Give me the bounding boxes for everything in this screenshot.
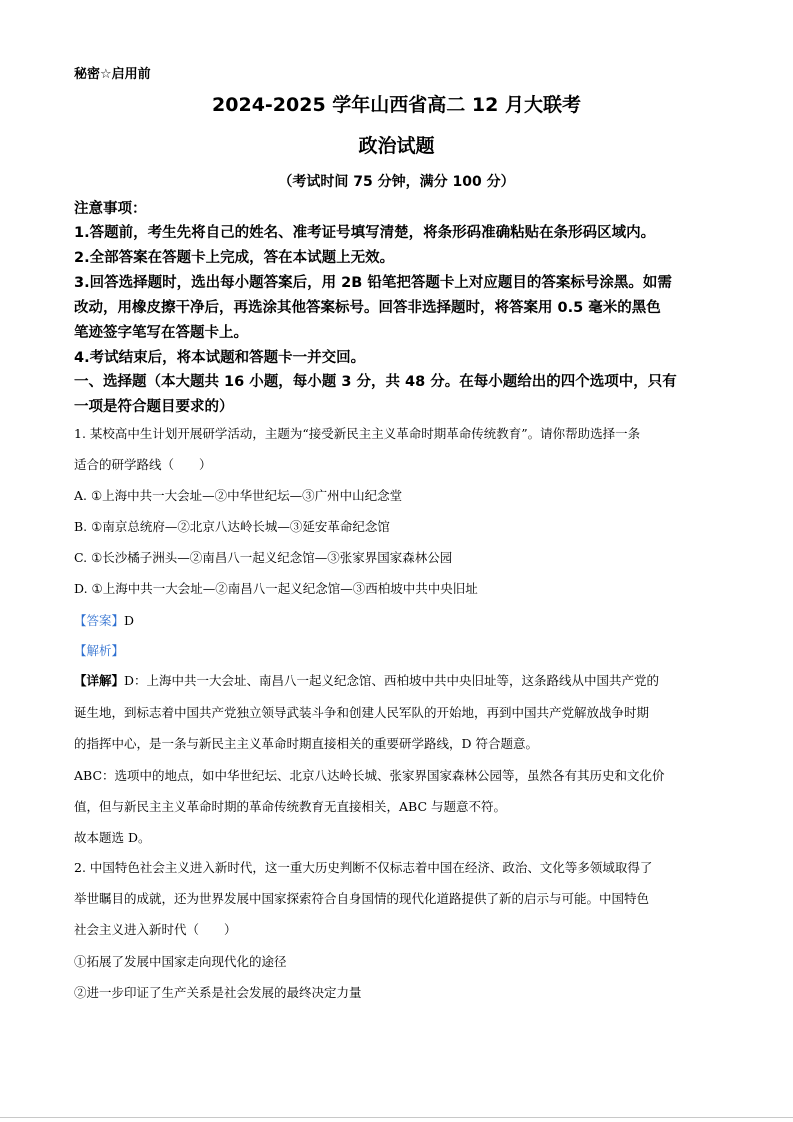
question-1-option-a: A. ①上海中共一大会址—②中华世纪坛—③广州中山纪念堂 (74, 488, 403, 503)
answer-tag: 【答案】 (74, 613, 125, 628)
question-1-option-d: D. ①上海中共一大会址—②南昌八一起义纪念馆—③西柏坡中共中央旧址 (74, 581, 478, 596)
question-1-stem-cont: 适合的研学路线（ ） (74, 457, 212, 472)
confidential-label: 秘密☆启用前 (74, 67, 151, 82)
note-item: 3.回答选择题时，选出每小题答案后，用 2B 铅笔把答题卡上对应题目的答案标号涂黑。如需 (74, 275, 672, 291)
question-1-option-b: B. ①南京总统府—②北京八达岭长城—③延安革命纪念馆 (74, 519, 390, 534)
note-item: 笔迹签字笔写在答题卡上。 (74, 325, 248, 341)
detail-line: 的指挥中心，是一条与新民主主义革命时期直接相关的重要研学路线，D 符合题意。 (74, 736, 538, 751)
analysis-tag: 【解析】 (74, 643, 125, 658)
subject-title: 政治试题 (358, 135, 435, 157)
note-item: 4.考试结束后，将本试题和答题卡一并交回。 (74, 350, 366, 366)
page-bottom-divider (0, 1117, 793, 1118)
exam-info: （考试时间 75 分钟，满分 100 分） (278, 174, 515, 190)
question-2-item: ①拓展了发展中国家走向现代化的途径 (74, 954, 287, 969)
question-2-stem-cont: 举世瞩目的成就，还为世界发展中国家探索符合自身国情的现代化道路提供了新的启示与可能。中国特色 (74, 891, 650, 906)
detail-line: ABC：选项中的地点，如中华世纪坛、北京八达岭长城、张家界国家森林公园等，虽然各有其历史和文化价 (74, 768, 665, 783)
note-item: 1.答题前，考生先将自己的姓名、准考证号填写清楚，将条形码准确粘贴在条形码区域内。 (74, 225, 656, 241)
note-item: 2.全部答案在答题卡上完成，答在本试题上无效。 (74, 250, 395, 266)
question-2-stem-cont: 社会主义进入新时代（ ） (74, 922, 237, 937)
detail-line: 诞生地，到标志着中国共产党独立领导武装斗争和创建人民军队的开始地，再到中国共产党解放战争时期 (74, 705, 650, 720)
detail-tag: 【详解】 (74, 673, 125, 688)
section-heading: 一、选择题（本大题共 16 小题，每小题 3 分，共 48 分。在每小题给出的四个选项中，只有 (74, 374, 677, 390)
conclusion: 故本题选 D。 (74, 830, 151, 845)
detail-line: 值，但与新民主主义革命时期的革命传统教育无直接相关，ABC 与题意不符。 (74, 799, 506, 814)
question-1-option-c: C. ①长沙橘子洲头—②南昌八一起义纪念馆—③张家界国家森林公园 (74, 550, 453, 565)
section-heading-cont: 一项是符合题目要求的） (74, 399, 234, 415)
detail-text: D：上海中共一大会址、南昌八一起义纪念馆、西柏坡中共中央旧址等，这条路线从中国共产党的 (124, 673, 660, 688)
question-1-stem: 1. 某校高中生计划开展研学活动，主题为“接受新民主主义革命时期革命传统教育”。请你帮助选择一条 (74, 426, 641, 441)
exam-title: 2024-2025 学年山西省高二 12 月大联考 (212, 94, 581, 116)
question-2-item: ②进一步印证了生产关系是社会发展的最终决定力量 (74, 985, 362, 1000)
answer-line (74, 611, 724, 629)
answer-value: D (124, 613, 135, 628)
question-2-stem: 2. 中国特色社会主义进入新时代，这一重大历史判断不仅标志着中国在经济、政治、文化等多领域取得了 (74, 860, 653, 875)
note-item: 改动，用橡皮擦干净后，再选涂其他答案标号。回答非选择题时，将答案用 0.5 毫米的黑色 (74, 300, 661, 316)
notes-heading: 注意事项： (74, 201, 147, 217)
detail-line (74, 671, 724, 689)
